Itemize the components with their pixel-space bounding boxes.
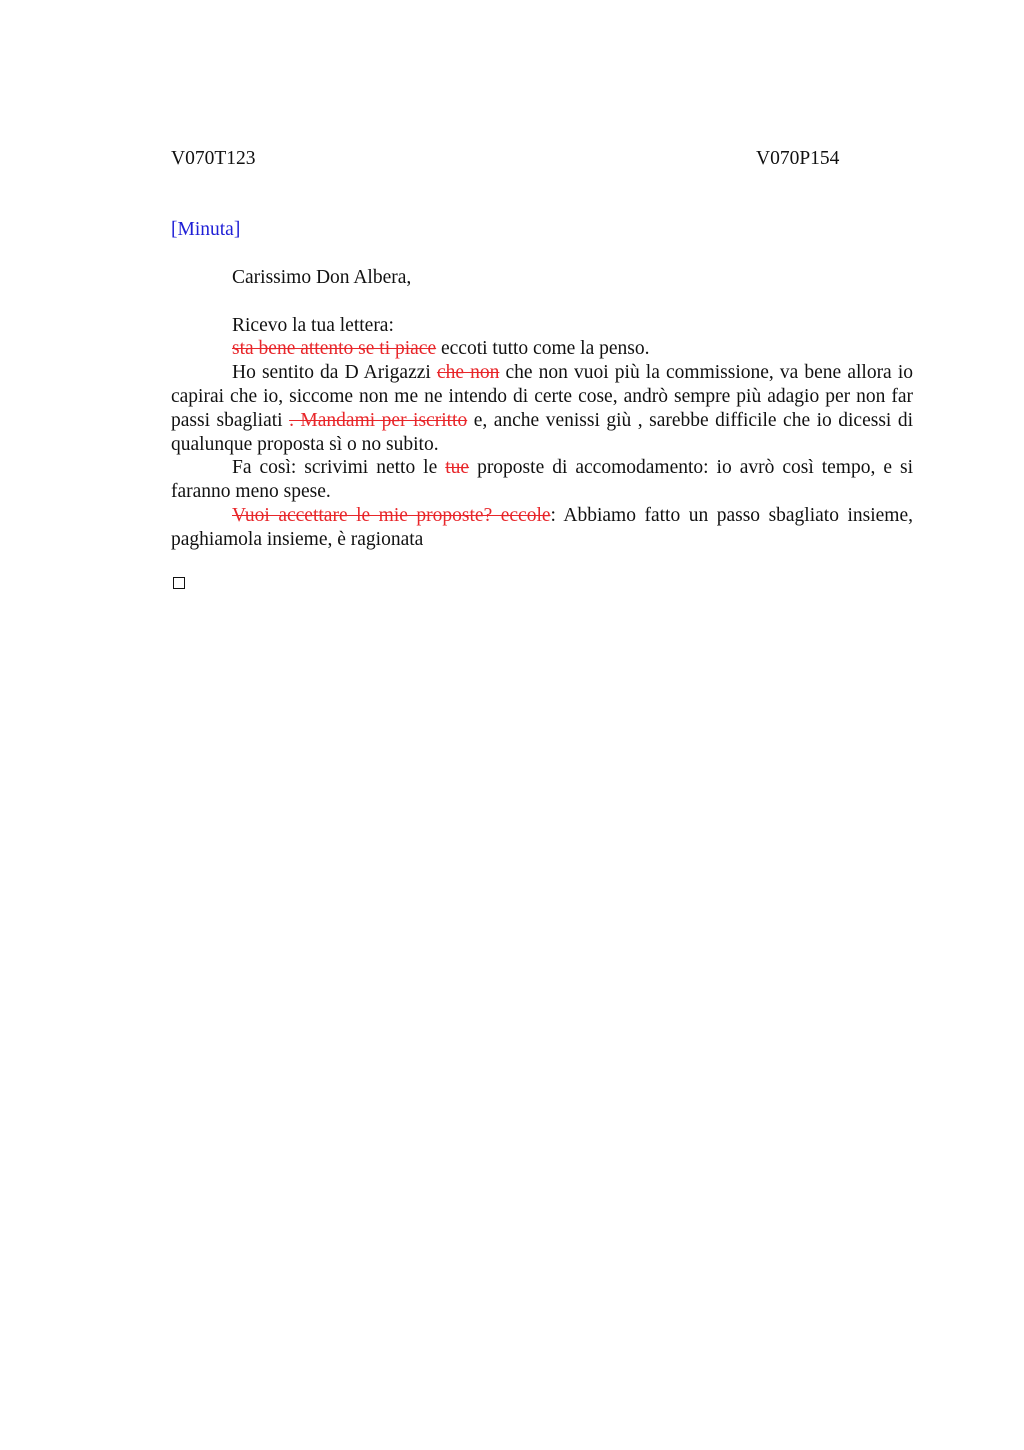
paragraph-4 <box>171 456 913 504</box>
deleted-text: Vuoi accettare le mie proposte? eccole <box>232 504 551 526</box>
paragraph-1 <box>171 314 913 338</box>
text-segment: Ricevo la tua lettera: <box>232 314 394 336</box>
deleted-text: sta bene attento se ti piace <box>232 338 437 360</box>
greeting: Carissimo Don Albera, <box>232 267 412 288</box>
deleted-text: . Mandami per iscritto <box>289 409 468 431</box>
deleted-text: tue <box>445 457 470 479</box>
paragraph-5 <box>171 504 913 552</box>
document-code-right: V070P154 <box>756 148 840 169</box>
paragraph-2 <box>171 337 913 361</box>
minuta-label: [Minuta] <box>171 219 241 240</box>
letter-body <box>171 266 913 552</box>
text-segment: Fa così: scrivimi netto le <box>232 457 446 479</box>
text-segment: che non vuoi più la commissione, va bene allora io capirai che io, siccome non me ne intendo di certe cose, andrò sempre più adagio per non far passi sbagliati <box>171 362 913 431</box>
paragraph-3 <box>171 361 913 456</box>
deleted-text: che non <box>436 362 500 384</box>
text-segment: eccoti tutto come la penso. <box>436 338 650 360</box>
text-segment: proposte di accomodamento: io avrò così tempo, e si faranno meno spese. <box>171 457 913 503</box>
text-segment: : Abbiamo fatto un passo sbagliato insieme, paghiamola insieme, è ragionata <box>171 504 913 550</box>
text-segment: Ho sentito da D Arigazzi <box>232 362 437 384</box>
text-segment: e, anche venissi giù , sarebbe difficile che io dicessi di qualunque proposta sì o no subito. <box>171 409 913 455</box>
empty-square-icon <box>173 577 185 589</box>
document-code-left: V070T123 <box>171 148 256 169</box>
